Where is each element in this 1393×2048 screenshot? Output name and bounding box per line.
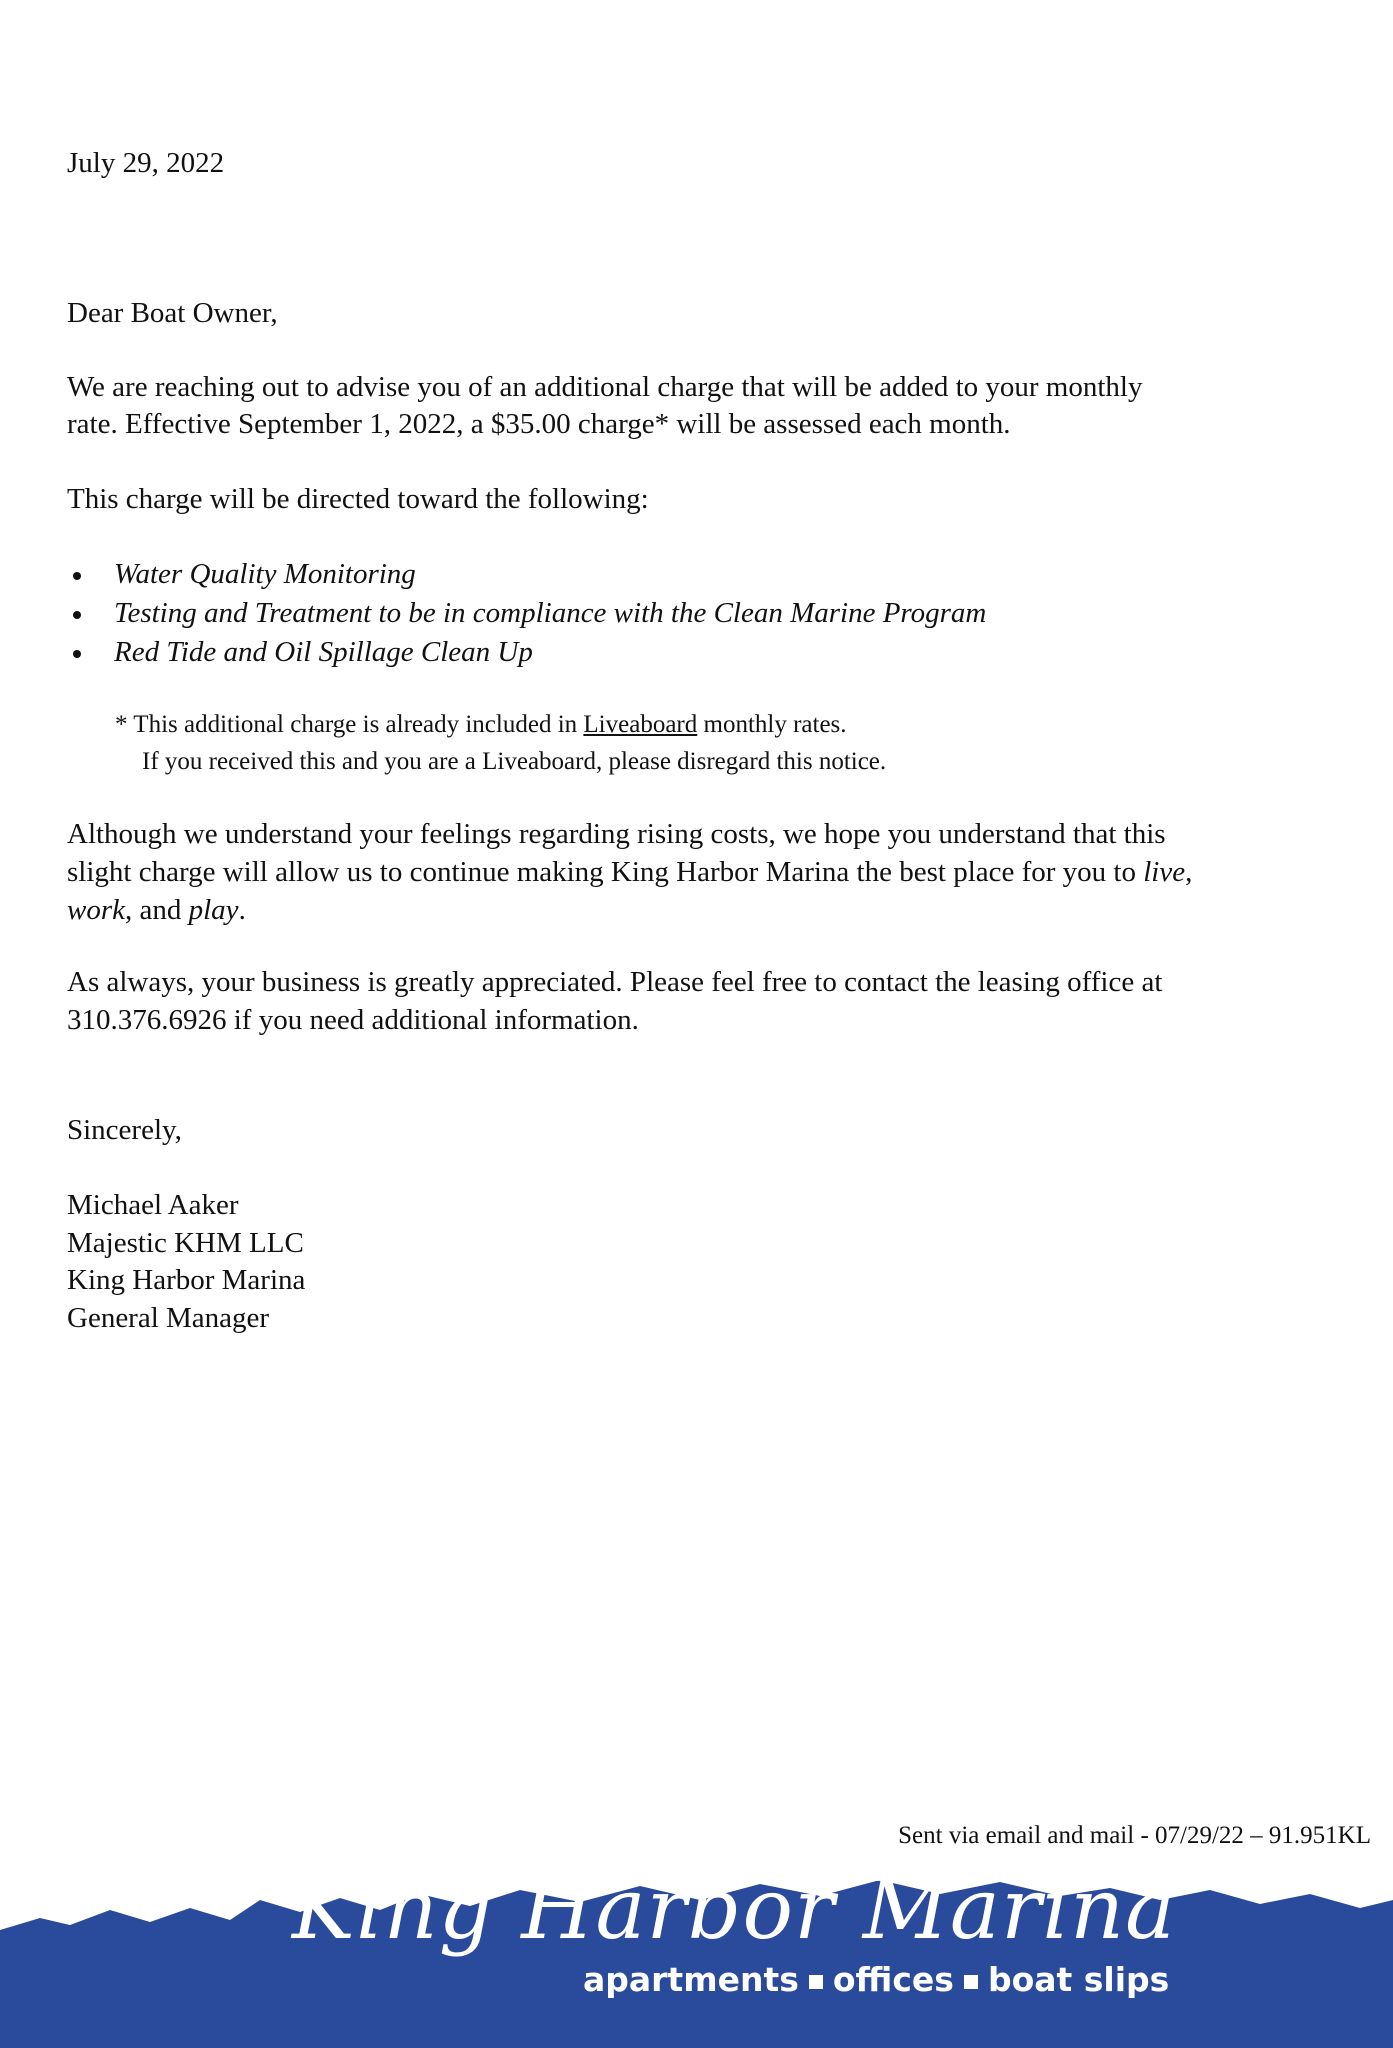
footnote-text: * This additional charge is already included in: [115, 711, 584, 738]
paragraph-line: [67, 891, 1192, 929]
square-separator-icon: [964, 1975, 978, 1989]
footnote-text: If you received this and you are a Liveaboard, please disregard this notice.: [142, 748, 887, 775]
emphasis-live: live: [1143, 856, 1186, 888]
paragraph-text: ,: [1185, 856, 1193, 888]
list-item: [67, 594, 986, 633]
tagline-apartments: apartments: [583, 1960, 799, 1999]
liveaboard-term: Liveaboard: [583, 711, 698, 738]
emphasis-play: play: [188, 894, 239, 926]
bullet-icon: [73, 611, 81, 619]
liveaboard-footnote: [115, 706, 886, 780]
paragraph-directed: This charge will be directed toward the following:: [67, 483, 649, 515]
paragraph-contact: [67, 963, 1162, 1039]
footnote-text: monthly rates.: [697, 711, 847, 738]
paragraph-line: 310.376.6926 if you need additional information.: [67, 1004, 639, 1036]
emphasis-work: work: [67, 894, 125, 926]
closing: Sincerely,: [67, 1114, 182, 1146]
paragraph-rising-costs: [67, 815, 1192, 929]
paragraph-line: We are reaching out to advise you of an additional charge that will be added to your monthly: [67, 371, 1143, 403]
signature-company: Majestic KHM LLC: [67, 1226, 304, 1259]
king-harbor-marina-logo: King Harbor Marina: [292, 1860, 1177, 1958]
signature-block: [67, 1187, 305, 1337]
charge-uses-list: [67, 555, 986, 672]
square-separator-icon: [809, 1975, 823, 1989]
logo-tagline: [583, 1960, 1169, 1999]
paragraph-text: .: [238, 894, 246, 926]
list-item: [67, 555, 986, 594]
letter-date: July 29, 2022: [67, 147, 225, 179]
paragraph-line: [67, 853, 1192, 891]
paragraph-line: rate. Effective September 1, 2022, a $35.00 charge* will be assessed each month.: [67, 408, 1011, 440]
signature-organization: King Harbor Marina: [67, 1264, 306, 1296]
salutation: Dear Boat Owner,: [67, 297, 278, 329]
paragraph-line: As always, your business is greatly appreciated. Please feel free to contact the leasing office at: [67, 966, 1163, 998]
signature-name: Michael Aaker: [67, 1189, 239, 1221]
bullet-icon: [73, 650, 81, 658]
tagline-boat-slips: boat slips: [987, 1960, 1170, 1999]
bullet-icon: [73, 572, 81, 580]
tagline-offices: offices: [832, 1960, 954, 1999]
paragraph-line: Although we understand your feelings regarding rising costs, we hope you understand that this: [67, 818, 1166, 850]
list-item-text: Testing and Treatment to be in compliance with the Clean Marine Program: [114, 597, 987, 629]
signature-title: General Manager: [67, 1301, 270, 1334]
list-item-text: Water Quality Monitoring: [114, 558, 416, 590]
list-item: [67, 633, 986, 672]
list-item-text: Red Tide and Oil Spillage Clean Up: [114, 636, 533, 668]
sent-note: Sent via email and mail - 07/29/22 – 91.951KL: [898, 1822, 1371, 1849]
paragraph-text: slight charge will allow us to continue making King Harbor Marina the best place for you to: [67, 856, 1144, 888]
paragraph-charge-notice: [67, 369, 1142, 443]
paragraph-text: , and: [125, 894, 189, 926]
